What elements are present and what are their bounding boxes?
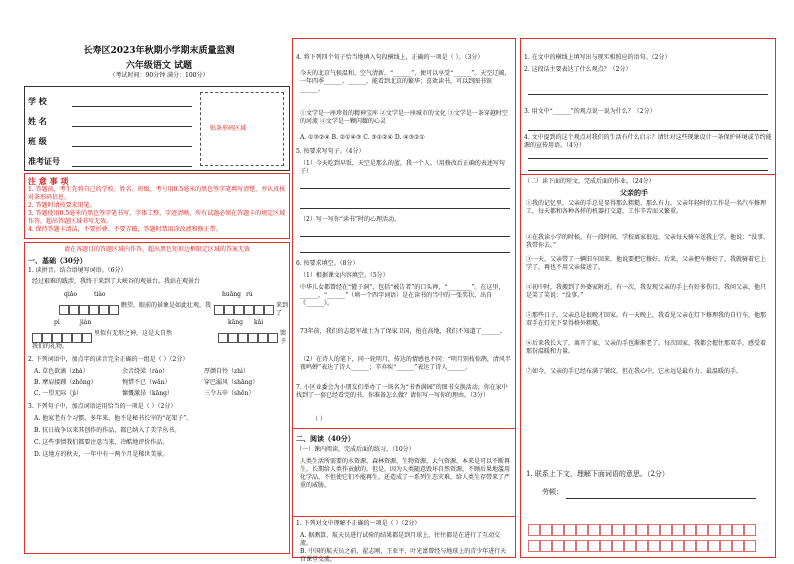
pinyin-7: kāng [228,319,243,326]
story-para-7: ⑦如今，父亲的手已经布满了皱纹，但在我心中，它永远是最有力、最温暖的手。 [526,368,743,375]
section-1-title: 一、基础（30分） [28,256,87,265]
c3-q1: 1. 在文中的横线上填写出与现实相照应的语句。（2分） [524,54,671,61]
pinyin-5: pì [54,319,60,326]
c2-q6-3: （2）在诗人的笔下，同一轮明月，传达的情感也不同：“明月别枝惊鹊，清风半夜鸣蝉”表达了诗人______；辛弃疾“______”表达了诗人______。 [300,356,511,371]
answer-boxes-2[interactable] [214,300,274,319]
c3-q2: 2. 这段话主要表达了什么观点？（2分） [524,66,632,73]
read1-q1: 1. 下列对文中理解不正确的一项是（ ）（2分） [296,520,421,527]
q1-text-4: 里似有无形之神，这是大自然 [94,330,173,337]
answer-boxes-1[interactable] [59,300,119,319]
column-1 [24,38,290,558]
c2-q6: 6. 按要求填空。（8分） [296,260,359,267]
q2-prompt: 2. 下列词语中，加点字的读音完全正确的一组是（ ）（2分） [28,356,189,363]
c2-q6-1: （1）根据课文内容填空。（5分） [300,272,389,279]
q3-opt-b: B. 抗日战争以来其创作的作品，都已纳入了美学丛书。 [34,427,181,434]
exam-subtitle: 六年级语文 试题 [125,61,193,71]
notice-title: 注 意 事 项 [28,176,69,186]
q2-row-a-1: A. 草色欲滴（zhà） [34,368,89,375]
q1-text-5: 馈予 [280,330,287,345]
q1-text-3: 来到了 [276,302,289,317]
q2-row-b-1: B. 摩肩接踵（zhǒng） [34,379,97,386]
q2-row-c-2: 慷慨激昂（kāng） [122,390,173,397]
story-para-4: ④初中时，我搬到了外婆家附近。有一次，我发现父亲的手上有好多伤口，我问父亲，他只是笑了笑说：“没事。” [526,284,767,299]
q1-text-6: 我们的礼物。 [32,343,69,350]
q2-row-b-2: 惋惜不已（wǎn） [122,379,171,386]
story-q1-word: 劳顿： [542,488,563,496]
story-para-1: ①我的记忆里，父亲的手总是显得那么粗糙、那么有力。父亲年轻时的工作是一名汽车修理工，每天都和各种各样的机器打交道，工作辛苦而又繁重。 [526,200,767,215]
answer-boxes-4[interactable] [218,328,278,347]
q3-prompt: 3. 下列句子中，加点词语运用恰当的一项是（ ）（2分） [28,403,177,410]
c2-q4-choices: A. ①③②④ B. ②①④③ C. ③①②④ D. ④③②① [300,134,425,141]
column-2 [292,38,516,563]
notice-line-3: 3. 答题使用0.5毫米的黑色签字笔书写，字体工整、字迹清晰，所有试题必须在答题卡的规定区域作答，超出答题区域书写无效。 [28,210,286,225]
story-title: 父亲的手 [620,188,648,197]
story-q1: 1. 联系上下文，理解下面词语的意思。（2分） [526,470,669,478]
q2-row-b-3: 穿巴漏风（shāng） [204,379,259,386]
field-school: 学 校 [28,96,47,106]
q2-row-c-3: 三令五申（shēn） [204,390,255,397]
c2-q6-text: 中华儿女都曾经在“獾子洞”，包括“被告者”的口头禅，“________”。在这里，______，“______”（填一个四字词语）是在读书的当中的一张奖状，出自《______》。 [300,284,505,307]
read1-text: 人类生活所需要的水资源、森林资源、生物资源、大气资源，本来是可以不断再生，长期给人类作贡献的。但是，因为人类随意毁坏自然资源，不顾后果地滥用化学品，不但使它们不能再生，还造成了一系列生态灾难，给人类生存带来了严重的威胁。 [300,458,511,489]
story-para-6: ⑥后来我长大了，离开了家，父亲的手也渐渐老了。每次回家，我都会握住那双手，感受着那份温暖和力量。 [526,340,767,355]
exam-title: 长寿区2023年秋期小学期末质量监测 [83,46,235,56]
q1-text-1: 经过艰难的跋涉，我终于来到了大峡谷的观景台。我站在观景台 [32,278,201,285]
pinyin-8: kǎi [254,319,264,326]
q2-row-a-2: 余音绕梁（rào） [122,368,169,375]
c2-q5-2: （2）写一写你“读书”时的心理活动。 [300,216,400,223]
answer-area-1 [24,242,290,554]
c2-q5: 5. 按要求写句子。（4分） [296,148,365,155]
read1-title: （一）课内阅读，完成后面的练习。（10分） [296,446,415,453]
read1-opt-b: B. 中国的航天员之前，翟志刚、王亚平、叶光富曾经与地球上的青少年进行天宫课堂交流。 [300,548,507,563]
c2-q4-text: 今天的北京气候温和，空气清新，“______”，便可以享受“______”。天空辽阔，一年四季______。______，能看到北京的繁华；喜欢读书，可以到图书馆______。 [300,70,511,93]
pinyin-6: jiàn [80,319,92,326]
q2-row-a-3: 厚颜自怜（zhì） [204,368,249,375]
q3-opt-c: C. 这些事情我们都要注意当来，冷酷地评价作品。 [34,439,169,446]
c2-q6-2: 73年前，我们的志愿军战士为了保家卫国，抢在高地，我们不知道了______。 [300,328,506,335]
pinyin-1: qiǎo [64,291,77,298]
c3-q4: 4. 文中提到的这个观点对我们的生活有什么启示？请针对这些现象设计一条保护环境或节约能源的宣传用语。（4分） [524,134,772,149]
story-para-2: ②在我读小学的时候，有一段时间，学校离家很远，父亲每天骑车送我上学。他说：“没事，我带你去。” [526,234,770,249]
q3-opt-a: A. 他家老有个习惯，多年来，他不是秘书长宰的“花架子”。 [34,415,193,422]
notice-line-4: 4. 保持答题卡清洁，不要折叠、不要弄破，答题时禁用涂改液和修正带。 [28,226,222,233]
notice-line-1: 1. 答题前，考生先将自己的学校、姓名、班级、考号用0.5毫米的黑色签字笔填写清楚，并认真核对条形码信息。 [28,186,286,201]
barcode-label: 贴条形码区域 [210,125,247,132]
story-para-3: ③一天，父亲带了一辆旧车回来，他说要把它修好。后来，父亲把车修好了，我就骑着它上学了，再也不用父亲接送了。 [526,256,767,271]
column-3 [520,38,776,558]
pinyin-3: huāng [222,291,242,298]
q2-row-c-1: C. 一望无际（jì） [34,390,82,397]
c2-q5-1: （1）今天吃到早饭，天空是那么的蓝，我一个人。（用修改后正确的表述写句子） [300,160,505,175]
c3-q3: 3. 用文中“______”的观点说一说为什么？（2分） [524,108,656,115]
c2-q4: 4. 将下列四个句子恰当地填入句段横线上，正确的一项是（ ）。（3分） [296,54,484,61]
q1-prompt: 1. 读拼音，结合语境写词语。（6分） [28,267,127,274]
writing-grid[interactable] [528,524,768,554]
pinyin-2: tiào [94,291,106,298]
read2-title: （二）读下面的短文，完成后面的作业。（24分） [524,178,655,185]
field-name: 姓 名 [28,116,47,126]
field-exam-number: 准考证号 [28,156,60,166]
read1-opt-a: A. 据测算，航天员进行试验的结果都是到月球上，往往都是在进行了互动交流。 [300,532,501,547]
c2-q7: 7. 小区业委会为小朋友们举办了一场名为“书香满园”的图书交换活动，你在家中找到了一套已经看完的书，你准备怎么做？请你写一写你的理由。（3分） [296,384,508,399]
c2-q4-opts: ①文学是一座珍贵的精神宝库 ②文学是一座城市的文化 ③文学是一条穿越时空的河流 ④文学是一颗闪耀的心灵 [300,110,508,125]
pinyin-4: rù [246,291,253,298]
time-note: （考试时间：90分钟 满分：100分） [109,72,209,79]
q1-text-2: 瞧望，眼前的景象是如此壮观，我 [121,302,212,309]
answer-warning: 请在各题目的答题区域内作答，超出黑色矩形边框限定区域的答案无效 [34,244,280,253]
q3-opt-d: D. 这地方的秋天，一年中有一两个月是稀世美景。 [34,451,169,458]
section-2-title: 二、阅读（40分） [296,434,355,443]
field-class: 班 级 [28,136,47,146]
notice-line-2: 2. 答题时请按要求用笔。 [28,202,96,209]
story-para-5: ⑤那些日子，父亲总是很晚才回家。有一天晚上，我看见父亲在灯下修理我的自行车，他那双手在灯光下显得格外粗糙。 [526,312,767,327]
c2-q7-answer[interactable]: （ ） [312,416,326,423]
